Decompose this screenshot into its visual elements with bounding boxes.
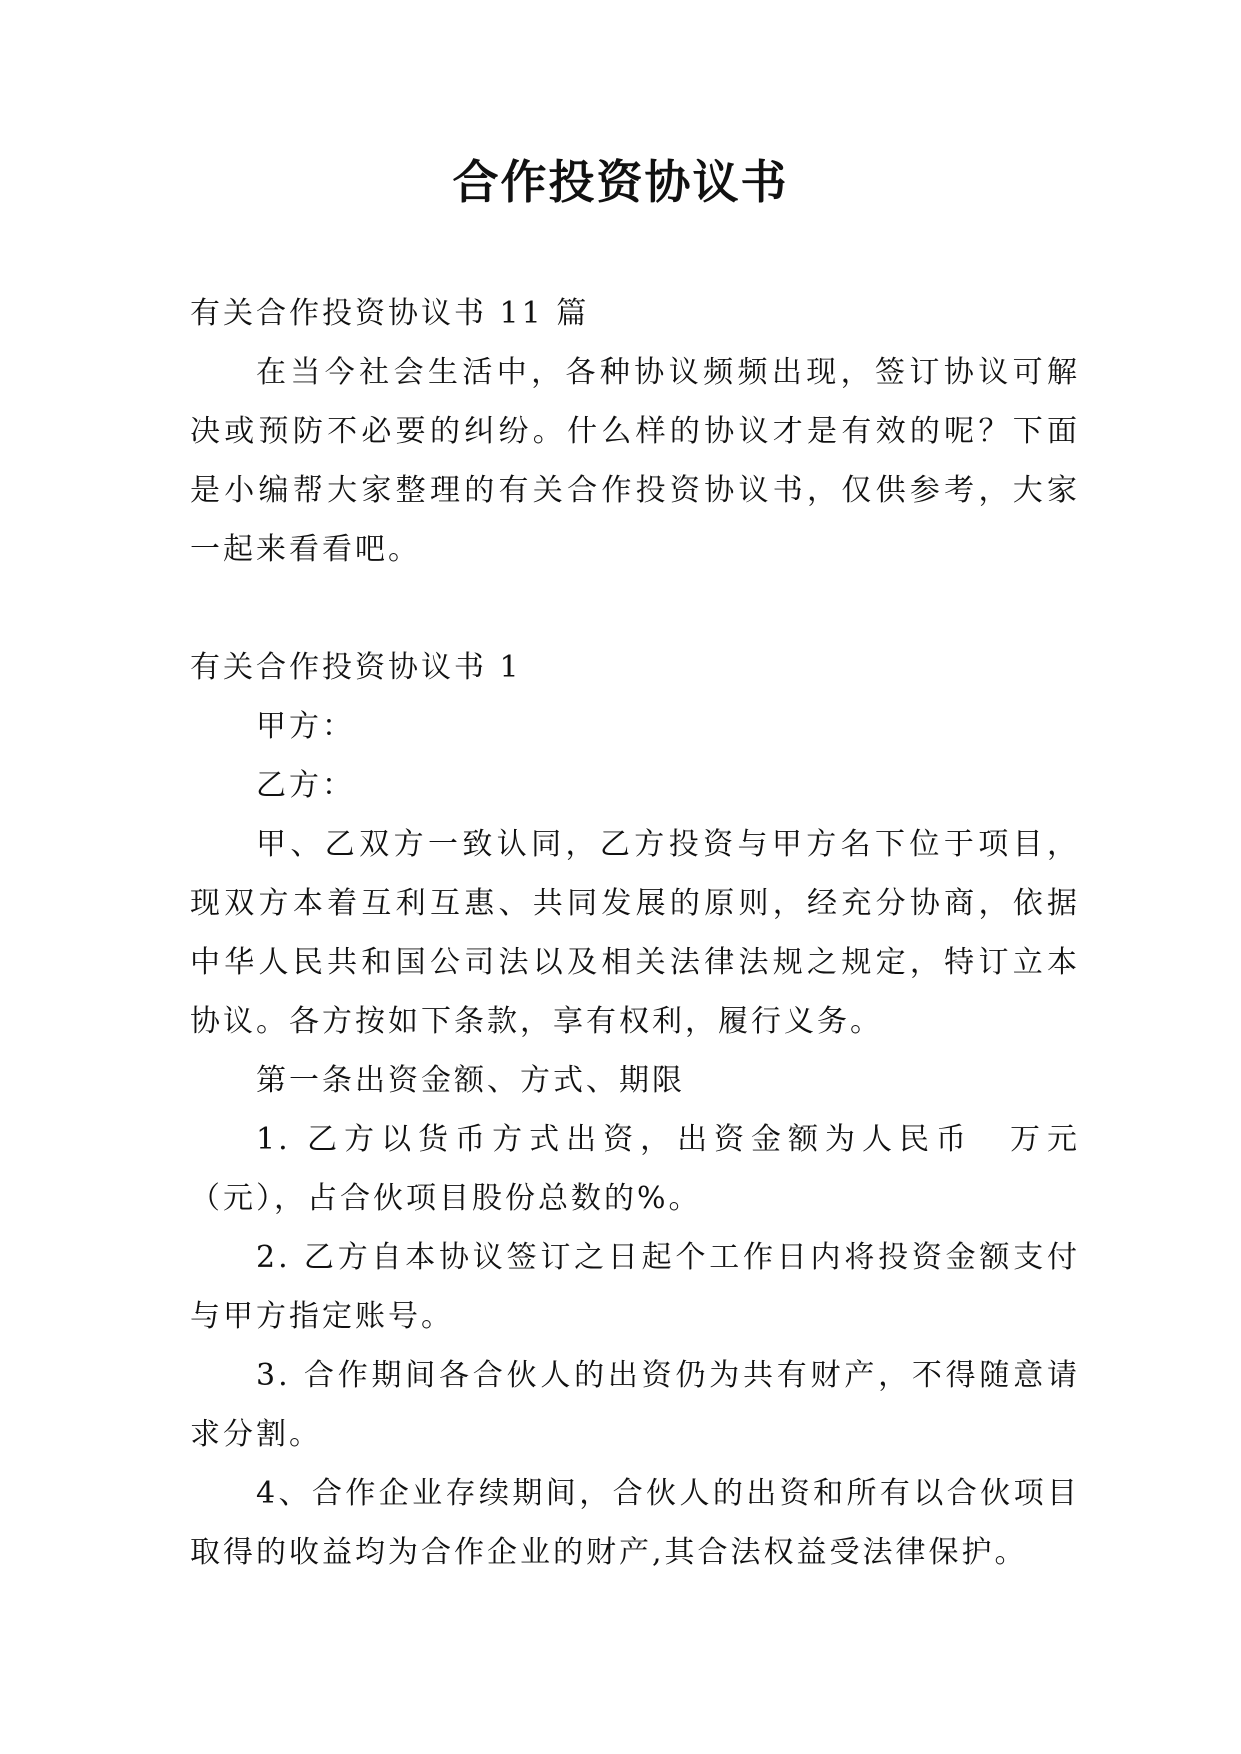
party-a-label: 甲方： — [256, 709, 355, 744]
paragraph-gap — [190, 579, 1080, 638]
section-heading: 有关合作投资协议书 1 — [190, 650, 522, 685]
clause-4: 4、合作企业存续期间，合伙人的出资和所有以合伙项目取得的收益均为合作企业的财产,其合法权益受法律保护。 — [190, 1476, 1080, 1570]
subtitle: 有关合作投资协议书 11 篇 — [190, 296, 590, 331]
party-b-label: 乙方： — [256, 768, 355, 803]
article-heading: 第一条出资金额、方式、期限 — [256, 1063, 685, 1098]
document-body — [190, 284, 1080, 1582]
preamble-paragraph: 甲、乙双方一致认同，乙方投资与甲方名下位于项目，现双方本着互利互惠、共同发展的原则，经充分协商，依据中华人民共和国公司法以及相关法律法规之规定，特订立本协议。各方按如下条款，享有权利，履行义务。 — [190, 827, 1080, 1039]
clause-2: 2. 乙方自本协议签订之日起个工作日内将投资金额支付与甲方指定账号。 — [190, 1240, 1080, 1334]
clause-1: 1. 乙方以货币方式出资，出资金额为人民币 万元（元），占合伙项目股份总数的%。 — [190, 1122, 1080, 1216]
clause-3: 3. 合作期间各合伙人的出资仍为共有财产，不得随意请求分割。 — [190, 1358, 1080, 1452]
document-title: 合作投资协议书 — [452, 155, 789, 209]
intro-paragraph: 在当今社会生活中，各种协议频频出现，签订协议可解决或预防不必要的纠纷。什么样的协议才是有效的呢？下面是小编帮大家整理的有关合作投资协议书，仅供参考，大家一起来看看吧。 — [190, 355, 1080, 567]
